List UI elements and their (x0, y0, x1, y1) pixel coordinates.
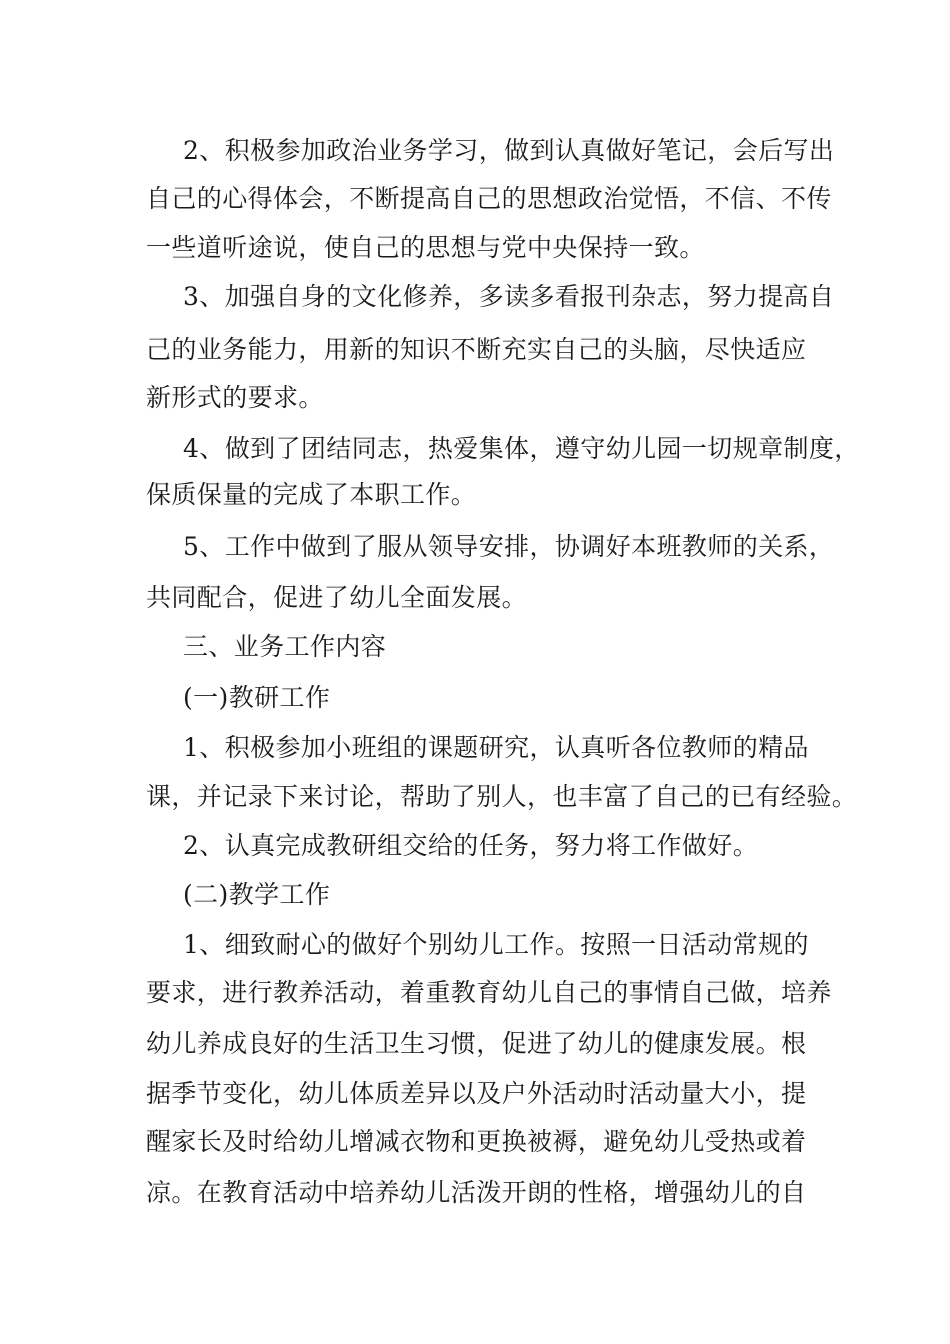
paragraph-line: 2、积极参加政治业务学习，做到认真做好笔记，会后写出 (183, 136, 835, 165)
paragraph-line: 醒家长及时给幼儿增减衣物和更换被褥，避免幼儿受热或着 (146, 1127, 807, 1156)
paragraph-line: 自己的心得体会，不断提高自己的思想政治觉悟，不信、不传 (146, 184, 832, 213)
paragraph-line: 据季节变化，幼儿体质差异以及户外活动时活动量大小，提 (146, 1079, 807, 1108)
paragraph-line: 课，并记录下来讨论，帮助了别人，也丰富了自己的已有经验。 (146, 782, 858, 811)
paragraph-line: 1、细致耐心的做好个别幼儿工作。按照一日活动常规的 (183, 930, 809, 959)
paragraph-line: 一些道听途说，使自己的思想与党中央保持一致。 (146, 233, 705, 262)
subsection-heading: (一)教研工作 (183, 683, 331, 712)
paragraph-line: 保质保量的完成了本职工作。 (146, 480, 477, 509)
paragraph-line: 共同配合，促进了幼儿全面发展。 (146, 583, 528, 612)
paragraph-line: 幼儿养成良好的生活卫生习惯，促进了幼儿的健康发展。根 (146, 1029, 807, 1058)
paragraph-line: 2、认真完成教研组交给的任务，努力将工作做好。 (183, 831, 759, 860)
paragraph-line: 新形式的要求。 (146, 383, 324, 412)
paragraph-line: 要求，进行教养活动，着重教育幼儿自己的事情自己做，培养 (146, 978, 832, 1007)
paragraph-line: 1、积极参加小班组的课题研究，认真听各位教师的精品 (183, 733, 809, 762)
paragraph-line: 己的业务能力，用新的知识不断充实自己的头脑，尽快适应 (146, 335, 807, 364)
paragraph-line: 凉。在教育活动中培养幼儿活泼开朗的性格，增强幼儿的自 (146, 1178, 807, 1207)
subsection-heading: (二)教学工作 (183, 880, 331, 909)
paragraph-line: 5、工作中做到了服从领导安排，协调好本班教师的关系， (183, 532, 835, 561)
paragraph-line: 4、做到了团结同志，热爱集体，遵守幼儿园一切规章制度， (183, 434, 860, 463)
paragraph-line: 3、加强自身的文化修养，多读多看报刊杂志，努力提高自 (183, 282, 835, 311)
section-heading: 三、业务工作内容 (183, 632, 387, 661)
